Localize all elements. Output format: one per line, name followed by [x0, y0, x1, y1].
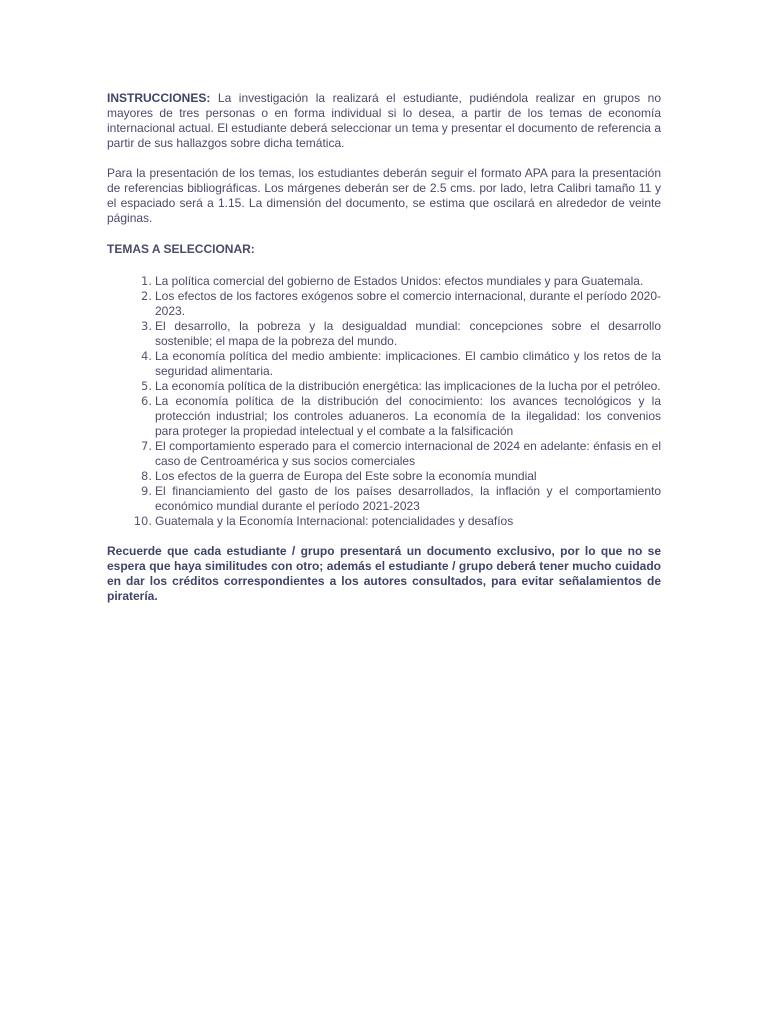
- topic-number: 4.: [141, 349, 152, 363]
- topic-number: 8.: [141, 469, 152, 483]
- topic-item: [107, 514, 661, 529]
- instructions-label: INSTRUCCIONES:: [107, 91, 211, 105]
- topic-text: La política comercial del gobierno de Estados Unidos: efectos mundiales y para Guatemala.: [155, 274, 644, 288]
- topic-item: [107, 379, 661, 394]
- topic-text: El comportamiento esperado para el comercio internacional de 2024 en adelante: énfasis en el caso de Centroamérica y sus socios comerciales: [155, 439, 661, 468]
- topic-number: 9.: [141, 484, 152, 498]
- topic-text: Guatemala y la Economía Internacional: potencialidades y desafíos: [155, 514, 514, 528]
- topic-item: [107, 289, 661, 319]
- topic-number: 2.: [141, 289, 152, 303]
- topics-list: [107, 274, 661, 529]
- instructions-text: La investigación la realizará el estudiante, pudiéndola realizar en grupos no mayores de tres personas o en forma individual si lo desea, a partir de los temas de economía internacional actual. El estudiante deberá seleccionar un tema y presentar el documento de referencia a partir de sus hallazgos sobre dicha temática.: [107, 91, 661, 150]
- topic-item: [107, 439, 661, 469]
- topic-text: La economía política del medio ambiente: implicaciones. El cambio climático y los retos de la seguridad alimentaria.: [155, 349, 661, 378]
- topic-item: [107, 319, 661, 349]
- closing-paragraph: Recuerde que cada estudiante / grupo presentará un documento exclusivo, por lo que no se espera que haya similitudes con otro; además el estudiante / grupo deberá tener mucho cuidado en dar los créditos correspondientes a los autores consultados, para evitar señalamientos de piratería.: [107, 544, 661, 603]
- topic-text: Los efectos de la guerra de Europa del Este sobre la economía mundial: [155, 469, 537, 483]
- topic-item: [107, 274, 661, 289]
- topic-number: 1.: [141, 274, 152, 288]
- topic-text: El financiamiento del gasto de los países desarrollados, la inflación y el comportamiento económico mundial durante el período 2021-2023: [155, 484, 661, 513]
- topic-number: 7.: [141, 439, 152, 453]
- topic-number: 3.: [141, 319, 152, 333]
- document-body: [107, 91, 661, 604]
- topic-item: [107, 469, 661, 484]
- instructions-paragraph: [107, 91, 661, 151]
- topic-number: 5.: [141, 379, 152, 393]
- topic-text: El desarrollo, la pobreza y la desigualdad mundial: concepciones sobre el desarrollo sostenible; el mapa de la pobreza del mundo.: [155, 319, 661, 348]
- topic-text: Los efectos de los factores exógenos sobre el comercio internacional, durante el período 2020-2023.: [155, 289, 661, 318]
- presentation-paragraph: Para la presentación de los temas, los estudiantes deberán seguir el formato APA para la presentación de referencias bibliográficas. Los márgenes deberán ser de 2.5 cms. por lado, letra Calibri tamaño 11 y el espaciado será a 1.15. La dimensión del documento, se estima que oscilará en alrededor de veinte páginas.: [107, 166, 661, 225]
- topic-item: [107, 394, 661, 439]
- topic-number: 6.: [141, 394, 152, 408]
- topic-item: [107, 349, 661, 379]
- topic-number: 10.: [133, 514, 152, 528]
- topic-item: [107, 484, 661, 514]
- topic-text: La economía política de la distribución energética: las implicaciones de la lucha por el petróleo.: [155, 379, 661, 393]
- topics-heading: TEMAS A SELECCIONAR:: [107, 242, 255, 256]
- topic-text: La economía política de la distribución del conocimiento: los avances tecnológicos y la protección industrial; los controles aduaneros. La economía de la ilegalidad: los convenios para proteger la propiedad intelectual y el combate a la falsificación: [155, 394, 661, 438]
